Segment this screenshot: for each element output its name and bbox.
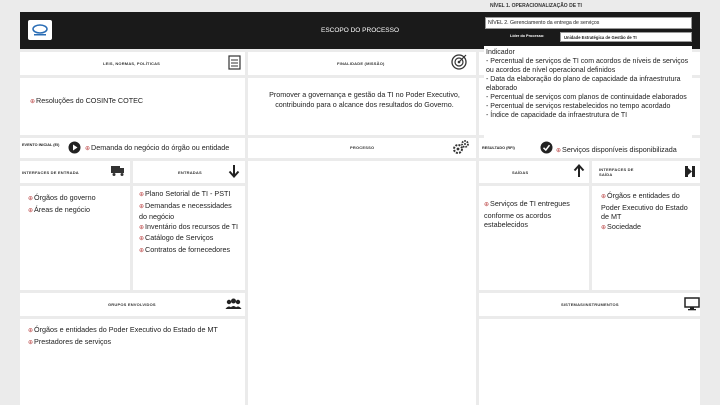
flow-icon	[684, 165, 696, 178]
indicador-line: - Percentual de serviços restabelecidos no tempo acordado	[486, 103, 671, 110]
lider-value: Unidade Estratégica de Gestão de TI	[560, 32, 692, 42]
lider-label: Líder do Processo:	[510, 34, 545, 38]
monitor-icon	[684, 297, 700, 311]
evento-label: EVENTO INICIAL (EI)	[22, 143, 60, 147]
processo-content	[248, 161, 476, 405]
list-item: ⊕ Demandas e necessidades do negócio	[139, 201, 241, 222]
check-circle-icon	[540, 141, 553, 154]
logo	[28, 20, 52, 40]
sistemas-content	[479, 319, 700, 405]
interfaces-entrada-list	[28, 193, 126, 216]
nivel1-title: NÍVEL 1. OPERACIONALIZAÇÃO DE TI	[490, 3, 582, 9]
evento-text: ⊕ Demanda do negócio do órgão ou entidade	[85, 143, 229, 155]
indicador-line: - Índice de capacidade da infraestrutura de TI	[486, 112, 628, 119]
arrow-down-icon	[228, 164, 240, 178]
entradas-header: ENTRADAS	[178, 170, 202, 175]
list-item: ⊕ Órgãos e entidades do Poder Executivo do Estado de MT	[28, 325, 240, 337]
list-item: ⊕ Contratos de fornecedores	[139, 245, 241, 257]
interfaces-saida-list	[601, 191, 697, 233]
gears-icon	[452, 139, 470, 155]
play-icon	[68, 141, 81, 154]
saidas-list	[484, 199, 579, 230]
leis-item: ⊕ Resoluções do COSINTe COTEC	[30, 96, 143, 108]
arrow-up-icon	[573, 164, 585, 178]
processo-header: PROCESSO	[350, 145, 375, 150]
grupos-list	[28, 325, 240, 348]
resultado-text: ⊕ Serviços disponíveis disponibilizada	[556, 145, 677, 157]
grupos-header: GRUPOS ENVOLVIDOS	[108, 302, 156, 307]
users-icon	[225, 297, 242, 311]
entradas-list	[139, 189, 241, 256]
document-icon	[228, 55, 241, 70]
escopo-title: ESCOPO DO PROCESSO	[320, 27, 400, 34]
finalidade-text: Promover a governança e gestão da TI no Poder Executivo, contribuindo para o alcance dos resultados do Governo.	[269, 90, 460, 109]
list-item: ⊕ Órgãos do governo	[28, 193, 126, 205]
list-item: ⊕ Sociedade	[601, 222, 697, 234]
target-icon	[450, 53, 468, 71]
indicador-line: - Data da elaboração do plano de capacidade da infraestrutura elaborado	[486, 76, 681, 92]
finalidade-header: FINALIDADE (MISSÃO)	[337, 61, 385, 66]
indicador-line: - Percentual de serviços com planos de continuidade elaborados	[486, 94, 687, 101]
indicador-overlay	[484, 46, 692, 138]
list-item: ⊕ Catálogo de Serviços	[139, 233, 241, 245]
indicador-line: - Percentual de serviços de TI com acordos de níveis de serviços ou acordos de nível operacional definidos	[486, 58, 689, 74]
list-item: ⊕ Órgãos e entidades do Poder Executivo do Estado de MT	[601, 191, 697, 222]
sistemas-header: SISTEMAS/INSTRUMENTOS	[561, 302, 619, 307]
list-item: ⊕ Áreas de negócio	[28, 205, 126, 217]
list-item: ⊕ Plano Setorial de TI - PSTI	[139, 189, 241, 201]
list-item: ⊕ Serviços de TI entregues conforme os acordos estabelecidos	[484, 199, 579, 230]
nivel2-box: NÍVEL 2. Gerenciamento da entrega de serviços	[485, 17, 692, 29]
truck-icon	[110, 164, 126, 177]
list-item: ⊕ Inventário dos recursos de TI	[139, 222, 241, 234]
interfaces-entrada-header: INTERFACES DE ENTRADA	[22, 170, 79, 175]
leis-header: LEIS, NORMAS, POLÍTICAS	[103, 61, 161, 66]
resultado-label: RESULTADO (RFI)	[482, 146, 515, 150]
list-item: ⊕ Prestadores de serviços	[28, 337, 240, 349]
indicador-line: Indicador	[486, 49, 515, 56]
saidas-header: SAÍDAS	[512, 170, 529, 175]
interfaces-saida-header: INTERFACES DE SAÍDA	[599, 167, 634, 177]
